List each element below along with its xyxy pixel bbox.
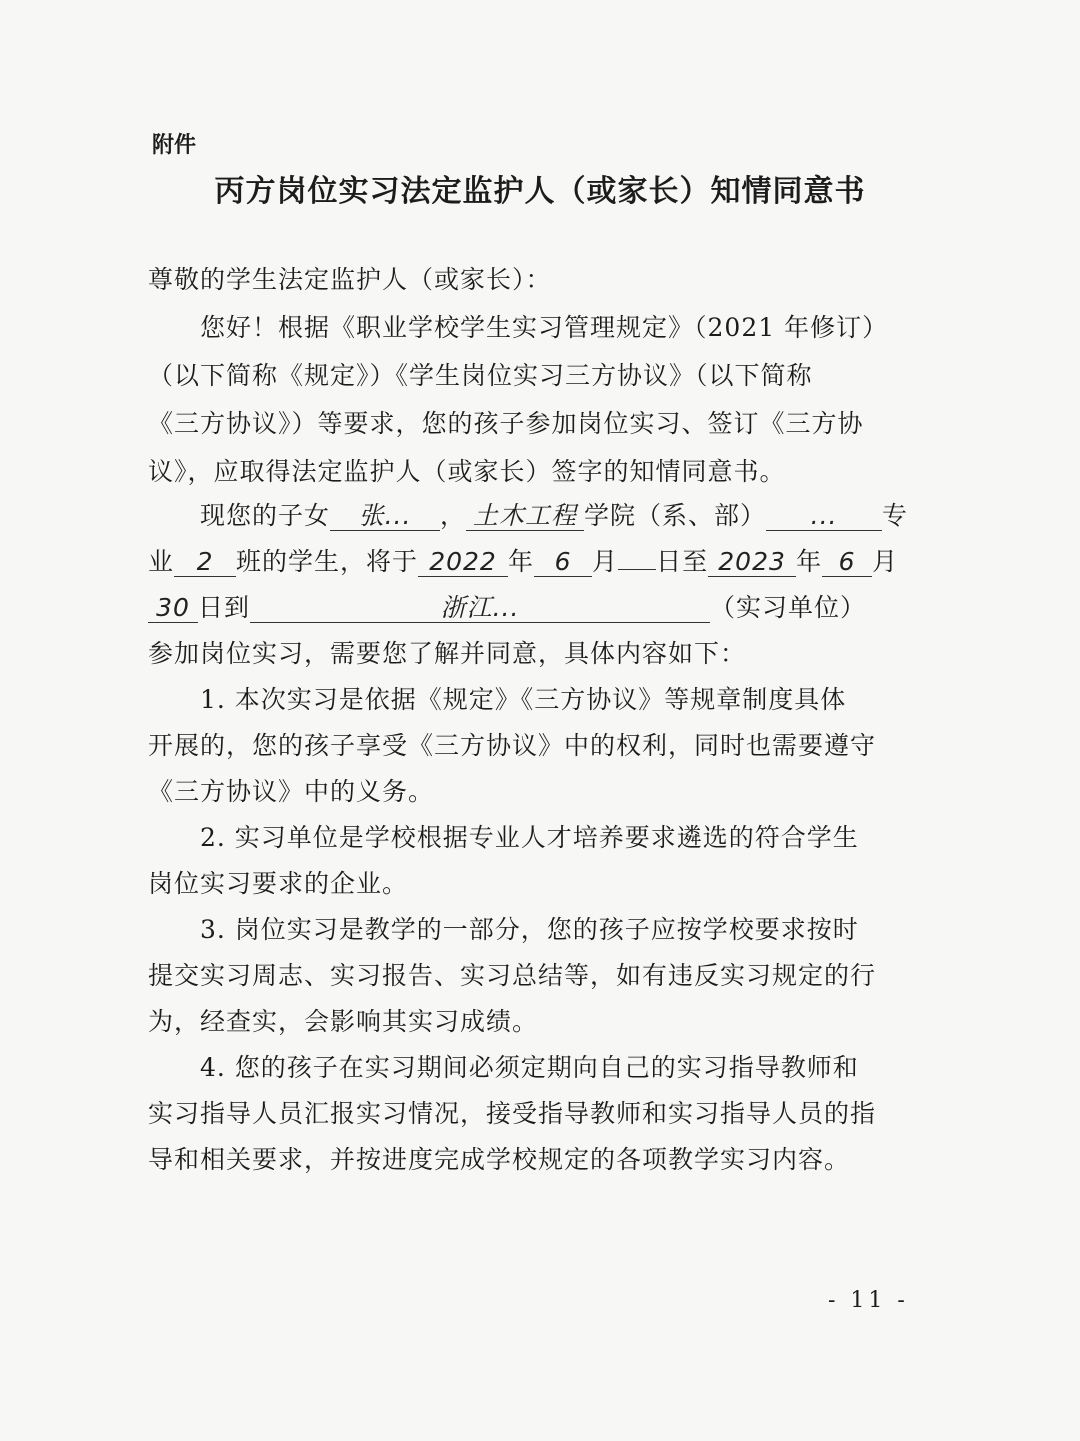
intro-line-4: 议》，应取得法定监护人（或家长）签字的知情同意书。 (148, 457, 786, 486)
year-label-2: 年 (796, 547, 823, 576)
item-1-line-3: 《三方协议》中的义务。 (148, 777, 435, 806)
document-title: 丙方岗位实习法定监护人（或家长）知情同意书 (214, 174, 866, 209)
attachment-label: 附件 (152, 133, 197, 158)
form-line-2 (148, 542, 898, 578)
unit-label: （实习单位） (710, 593, 867, 622)
intro-line-2: （以下简称《规定》）《学生岗位实习三方协议》（以下简称 (148, 361, 813, 390)
college-field[interactable]: 土木工程 (466, 502, 584, 531)
now-child-label: 现您的子女 (200, 501, 331, 530)
item-1-line-2: 开展的，您的孩子享受《三方协议》中的权利，同时也需要遵守 (148, 731, 877, 760)
student-name-field[interactable]: 张... (330, 502, 440, 531)
major-suffix: 专 (882, 501, 909, 530)
year-label-1: 年 (508, 547, 535, 576)
item-2-line-2: 岗位实习要求的企业。 (148, 869, 409, 898)
form-line-4: 参加岗位实习，需要您了解并同意，具体内容如下： (148, 639, 747, 668)
major-suffix-2: 业 (148, 547, 175, 576)
form-line-1 (200, 496, 908, 532)
college-label: 学院（系、部） (584, 501, 767, 530)
item-3-line-2: 提交实习周志、实习报告、实习总结等，如有违反实习规定的行 (148, 961, 877, 990)
class-label: 班的学生，将于 (236, 547, 419, 576)
class-field[interactable]: 2 (174, 548, 236, 577)
start-year-field[interactable]: 2022 (418, 548, 508, 577)
end-month-field[interactable]: 6 (822, 548, 872, 577)
salutation: 尊敬的学生法定监护人（或家长）： (148, 265, 552, 294)
intro-line-1: 您好！根据《职业学校学生实习管理规定》（2021 年修订） (200, 313, 889, 342)
start-day-field[interactable] (618, 569, 656, 570)
item-2-line-1: 2. 实习单位是学校根据专业人才培养要求遴选的符合学生 (200, 823, 859, 852)
item-3-line-3: 为，经查实，会影响其实习成绩。 (148, 1007, 539, 1036)
internship-unit-field[interactable]: 浙江... (250, 594, 710, 623)
month-label-1: 月 (592, 547, 619, 576)
item-4-line-2: 实习指导人员汇报实习情况，接受指导教师和实习指导人员的指 (148, 1099, 877, 1128)
intro-line-3: 《三方协议》）等要求，您的孩子参加岗位实习、签订《三方协 (148, 409, 864, 438)
separator: ， (440, 501, 467, 530)
start-month-field[interactable]: 6 (534, 548, 592, 577)
page-number: - 11 - (828, 1288, 909, 1313)
item-4-line-3: 导和相关要求，并按进度完成学校规定的各项教学实习内容。 (148, 1145, 851, 1174)
item-4-line-1: 4. 您的孩子在实习期间必须定期向自己的实习指导教师和 (200, 1053, 859, 1082)
major-field[interactable]: ... (766, 502, 882, 531)
end-day-label: 日到 (198, 593, 251, 622)
item-3-line-1: 3. 岗位实习是教学的一部分，您的孩子应按学校要求按时 (200, 915, 859, 944)
item-1-line-1: 1. 本次实习是依据《规定》《三方协议》等规章制度具体 (200, 685, 847, 714)
end-day-field[interactable]: 30 (148, 594, 198, 623)
form-line-3 (148, 588, 866, 624)
day-to-label: 日至 (656, 547, 709, 576)
end-year-field[interactable]: 2023 (708, 548, 796, 577)
month-label-2: 月 (872, 547, 899, 576)
